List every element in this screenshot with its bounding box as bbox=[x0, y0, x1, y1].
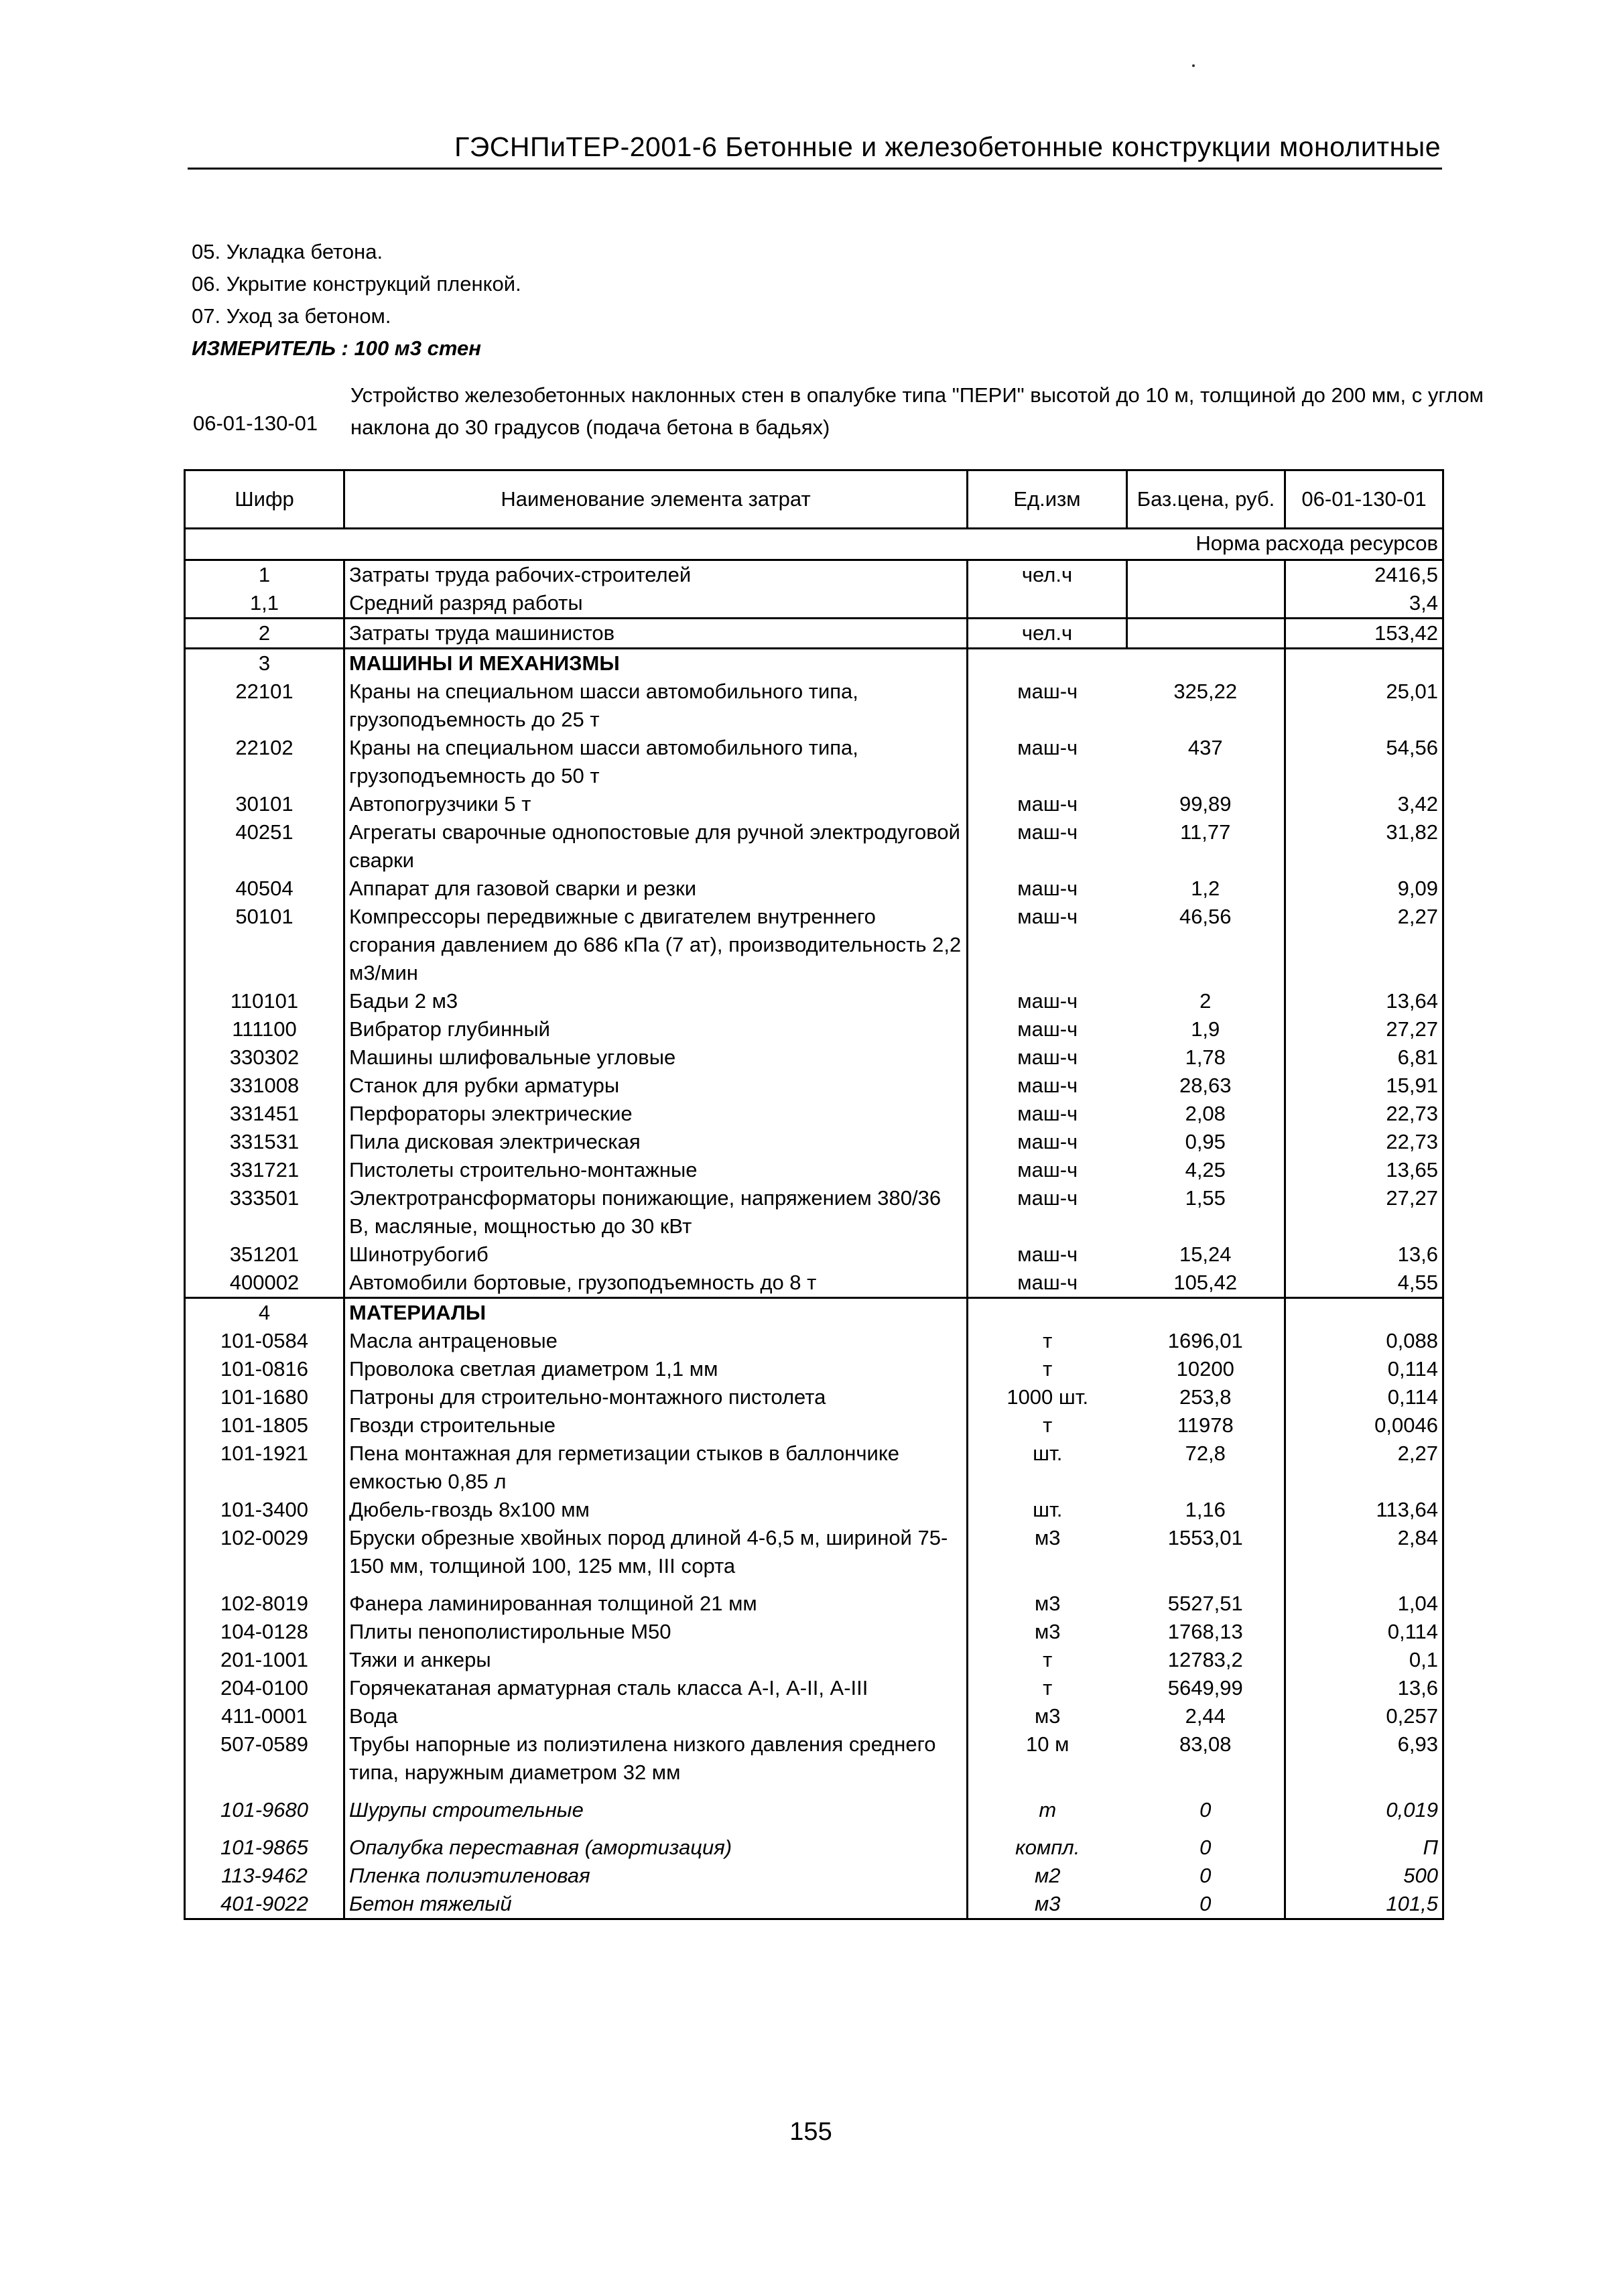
cell-qty bbox=[1285, 649, 1443, 678]
cell-unit: т bbox=[968, 1355, 1127, 1383]
cell-qty: 27,27 bbox=[1285, 1184, 1443, 1240]
cell-qty: 3,42 bbox=[1285, 790, 1443, 818]
cell-unit: маш-ч bbox=[968, 818, 1127, 875]
cell-unit: маш-ч bbox=[968, 1269, 1127, 1298]
item-description: Устройство железобетонных наклонных стен в опалубке типа "ПЕРИ" высотой до 10 м, толщиной до 200 мм, с углом наклона до 30 градусов (подача бетона в бадьях) bbox=[350, 383, 1484, 439]
cell-qty: 2416,5 bbox=[1285, 560, 1443, 590]
cell-name: Агрегаты сварочные однопостовые для ручной электродуговой сварки bbox=[344, 818, 968, 875]
cell-name: Затраты труда рабочих-строителей bbox=[344, 560, 968, 590]
cell-name: МАШИНЫ И МЕХАНИЗМЫ bbox=[344, 649, 968, 678]
cell-name: Фанера ламинированная толщиной 21 мм bbox=[344, 1590, 968, 1618]
cell-qty: 31,82 bbox=[1285, 818, 1443, 875]
cell-code: 102-8019 bbox=[185, 1590, 344, 1618]
header-rule bbox=[188, 168, 1442, 170]
cell-code: 113-9462 bbox=[185, 1862, 344, 1890]
cell-code: 101-9680 bbox=[185, 1796, 344, 1834]
cell-qty: 0,019 bbox=[1285, 1796, 1443, 1834]
cell-code: 101-0584 bbox=[185, 1327, 344, 1355]
cell-price: 5527,51 bbox=[1167, 1592, 1243, 1615]
cell-qty: 0,114 bbox=[1285, 1618, 1443, 1646]
cell-name: Краны на специальном шасси автомобильного типа, грузоподъемность до 25 т bbox=[344, 678, 968, 734]
table-row bbox=[185, 1524, 1443, 1590]
cell-code: 400002 bbox=[185, 1269, 344, 1298]
cell-unit: шт. bbox=[968, 1496, 1127, 1524]
table-row bbox=[185, 1674, 1443, 1702]
cell-unit: 1000 шт. bbox=[968, 1383, 1127, 1411]
cell-unit: маш-ч bbox=[968, 1184, 1127, 1240]
table-row bbox=[185, 678, 1443, 734]
cell-code: 4 bbox=[185, 1298, 344, 1328]
cell-code: 111100 bbox=[185, 1015, 344, 1043]
cell-name: Машины шлифовальные угловые bbox=[344, 1043, 968, 1072]
scan-speck bbox=[1192, 64, 1195, 67]
table-row bbox=[185, 1411, 1443, 1440]
cell-price bbox=[1127, 619, 1285, 649]
cell-qty: 1,04 bbox=[1285, 1590, 1443, 1618]
cell-qty: 27,27 bbox=[1285, 1015, 1443, 1043]
table-row bbox=[185, 1072, 1443, 1100]
cell-qty: 113,64 bbox=[1285, 1496, 1443, 1524]
cell-qty: 0,257 bbox=[1285, 1702, 1443, 1730]
cell-name: Трубы напорные из полиэтилена низкого давления среднего типа, наружным диаметром 32 мм bbox=[344, 1730, 968, 1796]
cell-qty: 0,0046 bbox=[1285, 1411, 1443, 1440]
cell-name: Электротрансформаторы понижающие, напряжением 380/36 В, масляные, мощностью до 30 кВт bbox=[344, 1184, 968, 1240]
cell-qty: 15,91 bbox=[1285, 1072, 1443, 1100]
cell-code: 30101 bbox=[185, 790, 344, 818]
table-row bbox=[185, 818, 1443, 875]
cell-unit: т bbox=[968, 1411, 1127, 1440]
cell-price: 325,22 bbox=[1173, 680, 1238, 703]
cell-name: Вибратор глубинный bbox=[344, 1015, 968, 1043]
header-unit: Ед.изм bbox=[968, 470, 1127, 529]
cell-qty bbox=[1285, 1298, 1443, 1328]
cell-price: 1,78 bbox=[1185, 1045, 1226, 1069]
cell-code: 101-1805 bbox=[185, 1411, 344, 1440]
cell-code: 22102 bbox=[185, 734, 344, 790]
cell-name: Пена монтажная для герметизации стыков в баллончике емкостью 0,85 л bbox=[344, 1440, 968, 1496]
cell-price: 437 bbox=[1187, 736, 1223, 759]
cell-code: 101-1680 bbox=[185, 1383, 344, 1411]
table-row bbox=[185, 1796, 1443, 1834]
header-code: Шифр bbox=[185, 470, 344, 529]
cell-name: Плиты пенополистирольные М50 bbox=[344, 1618, 968, 1646]
cell-unit: шт. bbox=[968, 1440, 1127, 1496]
cell-unit: компл. bbox=[968, 1834, 1127, 1862]
cell-unit: маш-ч bbox=[968, 875, 1127, 903]
cell-price: 2,44 bbox=[1185, 1704, 1226, 1728]
table-row bbox=[185, 1834, 1443, 1862]
cell-code: 3 bbox=[185, 649, 344, 678]
cell-name: Пистолеты строительно-монтажные bbox=[344, 1156, 968, 1184]
table-row bbox=[185, 1440, 1443, 1496]
cell-qty: 0,114 bbox=[1285, 1383, 1443, 1411]
cell-name: Вода bbox=[344, 1702, 968, 1730]
cell-code: 331451 bbox=[185, 1100, 344, 1128]
table-row bbox=[185, 649, 1443, 678]
cell-unit: маш-ч bbox=[968, 678, 1127, 734]
cell-code: 331008 bbox=[185, 1072, 344, 1100]
cell-name: Шурупы строительные bbox=[344, 1796, 968, 1834]
cell-unit bbox=[968, 1298, 1127, 1328]
table-row bbox=[185, 1100, 1443, 1128]
header-name: Наименование элемента затрат bbox=[344, 470, 968, 529]
cell-name: Перфораторы электрические bbox=[344, 1100, 968, 1128]
table-row bbox=[185, 1327, 1443, 1355]
cell-qty: 0,1 bbox=[1285, 1646, 1443, 1674]
table-row bbox=[185, 1730, 1443, 1796]
cell-qty: 3,4 bbox=[1285, 589, 1443, 619]
cell-qty: 153,42 bbox=[1285, 619, 1443, 649]
cell-unit: 10 м bbox=[968, 1730, 1127, 1796]
work-stage-07: 07. Уход за бетоном. bbox=[192, 304, 391, 328]
cell-price bbox=[1127, 649, 1285, 678]
table-row bbox=[185, 1496, 1443, 1524]
cell-price: 46,56 bbox=[1179, 905, 1232, 928]
cell-unit: м3 bbox=[968, 1890, 1127, 1919]
cell-unit: т bbox=[968, 1327, 1127, 1355]
table-row bbox=[185, 1862, 1443, 1890]
cell-name: Масла антраценовые bbox=[344, 1327, 968, 1355]
cell-qty: 25,01 bbox=[1285, 678, 1443, 734]
cell-qty: 13,64 bbox=[1285, 987, 1443, 1015]
cell-price: 15,24 bbox=[1179, 1242, 1232, 1266]
table-row bbox=[185, 1890, 1443, 1919]
cell-code: 2 bbox=[185, 619, 344, 649]
table-row bbox=[185, 1043, 1443, 1072]
cell-unit: маш-ч bbox=[968, 1072, 1127, 1100]
cell-unit: маш-ч bbox=[968, 1043, 1127, 1072]
table-row bbox=[185, 1269, 1443, 1298]
cell-price: 4,25 bbox=[1185, 1158, 1226, 1182]
cell-name: Бруски обрезные хвойных пород длиной 4-6,5 м, шириной 75-150 мм, толщиной 100, 125 мм, III сорта bbox=[344, 1524, 968, 1590]
cell-unit: м3 bbox=[968, 1590, 1127, 1618]
cell-code: 411-0001 bbox=[185, 1702, 344, 1730]
cell-code: 507-0589 bbox=[185, 1730, 344, 1796]
cell-qty: П bbox=[1285, 1834, 1443, 1862]
table-row bbox=[185, 560, 1443, 590]
table-row bbox=[185, 1128, 1443, 1156]
cell-code: 331721 bbox=[185, 1156, 344, 1184]
cell-qty: 13,6 bbox=[1285, 1674, 1443, 1702]
cell-price bbox=[1127, 560, 1285, 590]
table-row bbox=[185, 619, 1443, 649]
cell-name: Краны на специальном шасси автомобильного типа, грузоподъемность до 50 т bbox=[344, 734, 968, 790]
cell-price: 0 bbox=[1199, 1864, 1212, 1887]
cell-qty: 13,65 bbox=[1285, 1156, 1443, 1184]
cell-price: 1696,01 bbox=[1167, 1329, 1243, 1352]
cell-code: 104-0128 bbox=[185, 1618, 344, 1646]
document-header-title: ГЭСНПиТЕР-2001-6 Бетонные и железобетонные конструкции монолитные bbox=[454, 131, 1441, 162]
cell-price: 0,95 bbox=[1185, 1130, 1226, 1153]
cell-unit: маш-ч bbox=[968, 1156, 1127, 1184]
table-row bbox=[185, 903, 1443, 987]
resource-table bbox=[184, 469, 1444, 1920]
cell-unit: маш-ч bbox=[968, 734, 1127, 790]
cell-unit bbox=[968, 589, 1127, 619]
header-base-price: Баз.цена, руб. bbox=[1127, 470, 1285, 529]
measure-unit: ИЗМЕРИТЕЛЬ : 100 м3 стен bbox=[192, 336, 481, 360]
cell-name: Патроны для строительно-монтажного пистолета bbox=[344, 1383, 968, 1411]
cell-name: Пила дисковая электрическая bbox=[344, 1128, 968, 1156]
page-number: 155 bbox=[789, 2118, 832, 2146]
cell-code: 101-1921 bbox=[185, 1440, 344, 1496]
item-code: 06-01-130-01 bbox=[193, 411, 318, 435]
cell-name: Бетон тяжелый bbox=[344, 1890, 968, 1919]
cell-code: 204-0100 bbox=[185, 1674, 344, 1702]
cell-unit: м2 bbox=[968, 1862, 1127, 1890]
cell-qty: 101,5 bbox=[1285, 1890, 1443, 1919]
table-row bbox=[185, 790, 1443, 818]
cell-code: 201-1001 bbox=[185, 1646, 344, 1674]
cell-unit: маш-ч bbox=[968, 1100, 1127, 1128]
table-row bbox=[185, 1184, 1443, 1240]
cell-unit: маш-ч bbox=[968, 987, 1127, 1015]
cell-qty: 6,93 bbox=[1285, 1730, 1443, 1796]
table-row bbox=[185, 875, 1443, 903]
cell-name: Автомобили бортовые, грузоподъемность до 8 т bbox=[344, 1269, 968, 1298]
cell-unit: т bbox=[968, 1646, 1127, 1674]
cell-name: Гвозди строительные bbox=[344, 1411, 968, 1440]
cell-unit: чел.ч bbox=[968, 619, 1127, 649]
cell-price: 28,63 bbox=[1179, 1074, 1232, 1097]
cell-code: 50101 bbox=[185, 903, 344, 987]
work-stage-05: 05. Укладка бетона. bbox=[192, 240, 383, 263]
cell-price: 11,77 bbox=[1180, 820, 1231, 844]
cell-price: 11978 bbox=[1177, 1413, 1234, 1437]
cell-qty: 0,114 bbox=[1285, 1355, 1443, 1383]
cell-name: Бадьи 2 м3 bbox=[344, 987, 968, 1015]
cell-name: Опалубка переставная (амортизация) bbox=[344, 1834, 968, 1862]
table-row bbox=[185, 1383, 1443, 1411]
cell-price: 1,55 bbox=[1185, 1186, 1226, 1210]
table-row bbox=[185, 734, 1443, 790]
cell-qty: 2,27 bbox=[1285, 903, 1443, 987]
cell-qty: 22,73 bbox=[1285, 1100, 1443, 1128]
cell-qty: 4,55 bbox=[1285, 1269, 1443, 1298]
cell-name: Шинотрубогиб bbox=[344, 1240, 968, 1269]
cell-price: 0 bbox=[1127, 1890, 1285, 1919]
cell-unit: маш-ч bbox=[968, 1015, 1127, 1043]
cell-qty: 2,27 bbox=[1285, 1440, 1443, 1496]
table-row bbox=[185, 987, 1443, 1015]
cell-price: 99,89 bbox=[1179, 792, 1232, 816]
table-row bbox=[185, 1015, 1443, 1043]
cell-qty: 54,56 bbox=[1285, 734, 1443, 790]
cell-qty: 6,81 bbox=[1285, 1043, 1443, 1072]
cell-code: 351201 bbox=[185, 1240, 344, 1269]
cell-name: Средний разряд работы bbox=[344, 589, 968, 619]
cell-unit: маш-ч bbox=[968, 1240, 1127, 1269]
cell-price: 2,08 bbox=[1185, 1102, 1226, 1125]
cell-code: 102-0029 bbox=[185, 1524, 344, 1590]
cell-price: 72,8 bbox=[1185, 1442, 1226, 1465]
table-row bbox=[185, 1646, 1443, 1674]
cell-name: Автопогрузчики 5 т bbox=[344, 790, 968, 818]
cell-name: Станок для рубки арматуры bbox=[344, 1072, 968, 1100]
cell-unit: м3 bbox=[968, 1702, 1127, 1730]
table-row bbox=[185, 1618, 1443, 1646]
table-row bbox=[185, 1590, 1443, 1618]
norm-row bbox=[185, 529, 1443, 560]
cell-qty: 9,09 bbox=[1285, 875, 1443, 903]
table-row bbox=[185, 1355, 1443, 1383]
cell-price: 253,8 bbox=[1179, 1385, 1232, 1409]
work-stage-06: 06. Укрытие конструкций пленкой. bbox=[192, 272, 521, 296]
table-header-row bbox=[185, 470, 1443, 529]
cell-name: Компрессоры передвижные с двигателем внутреннего сгорания давлением до 686 кПа (7 ат), производительность 2,2 м3/мин bbox=[344, 903, 968, 987]
cell-price: 1,16 bbox=[1185, 1498, 1226, 1521]
cell-price: 105,42 bbox=[1173, 1271, 1238, 1294]
table-row bbox=[185, 589, 1443, 619]
cell-price: 1553,01 bbox=[1167, 1526, 1243, 1549]
cell-name: Аппарат для газовой сварки и резки bbox=[344, 875, 968, 903]
cell-price: 5649,99 bbox=[1167, 1676, 1243, 1700]
table-row bbox=[185, 1298, 1443, 1328]
header-item-code: 06-01-130-01 bbox=[1285, 470, 1443, 529]
table-row bbox=[185, 1702, 1443, 1730]
cell-qty: 2,84 bbox=[1285, 1524, 1443, 1590]
cell-code: 331531 bbox=[185, 1128, 344, 1156]
cell-price: 12783,2 bbox=[1167, 1648, 1243, 1671]
cell-price: 0 bbox=[1199, 1836, 1212, 1859]
cell-name: Дюбель-гвоздь 8х100 мм bbox=[344, 1496, 968, 1524]
cell-code: 110101 bbox=[185, 987, 344, 1015]
cell-name: Затраты труда машинистов bbox=[344, 619, 968, 649]
cell-unit: м3 bbox=[968, 1618, 1127, 1646]
cell-qty: 500 bbox=[1285, 1862, 1443, 1890]
cell-qty: 22,73 bbox=[1285, 1128, 1443, 1156]
cell-unit: чел.ч bbox=[968, 560, 1127, 590]
table-body bbox=[185, 560, 1443, 1919]
cell-qty: 0,088 bbox=[1285, 1327, 1443, 1355]
cell-unit: м3 bbox=[968, 1524, 1127, 1590]
cell-name: Проволока светлая диаметром 1,1 мм bbox=[344, 1355, 968, 1383]
cell-name: МАТЕРИАЛЫ bbox=[344, 1298, 968, 1328]
cell-code: 330302 bbox=[185, 1043, 344, 1072]
cell-price bbox=[1127, 589, 1285, 619]
cell-price: 2 bbox=[1199, 989, 1212, 1013]
cell-code: 101-0816 bbox=[185, 1355, 344, 1383]
cell-code: 333501 bbox=[185, 1184, 344, 1240]
table-row bbox=[185, 1156, 1443, 1184]
cell-price: 1768,13 bbox=[1167, 1620, 1243, 1643]
norm-label: Норма расхода ресурсов bbox=[185, 529, 1443, 560]
cell-code: 1 bbox=[185, 560, 344, 590]
cell-code: 401-9022 bbox=[185, 1890, 344, 1919]
cell-code: 22101 bbox=[185, 678, 344, 734]
cell-price: 0 bbox=[1199, 1798, 1212, 1822]
cell-code: 40251 bbox=[185, 818, 344, 875]
cell-code: 101-3400 bbox=[185, 1496, 344, 1524]
cell-price: 83,08 bbox=[1179, 1732, 1232, 1756]
table-row bbox=[185, 1240, 1443, 1269]
cell-price: 1,9 bbox=[1191, 1017, 1220, 1041]
cell-code: 101-9865 bbox=[185, 1834, 344, 1862]
cell-unit: маш-ч bbox=[968, 903, 1127, 987]
cell-name: Горячекатаная арматурная сталь класса А-I, А-II, А-III bbox=[344, 1674, 968, 1702]
cell-price: 10200 bbox=[1176, 1357, 1234, 1381]
cell-name: Пленка полиэтиленовая bbox=[344, 1862, 968, 1890]
cell-code: 1,1 bbox=[185, 589, 344, 619]
cell-name: Тяжи и анкеры bbox=[344, 1646, 968, 1674]
cell-unit: т bbox=[968, 1674, 1127, 1702]
cell-price bbox=[1127, 1298, 1285, 1328]
cell-price: 1,2 bbox=[1191, 877, 1220, 900]
cell-code: 40504 bbox=[185, 875, 344, 903]
cell-qty: 13,6 bbox=[1285, 1240, 1443, 1269]
cell-unit: т bbox=[968, 1796, 1127, 1834]
cell-unit: маш-ч bbox=[968, 790, 1127, 818]
cell-unit: маш-ч bbox=[968, 1128, 1127, 1156]
cell-unit bbox=[968, 649, 1127, 678]
